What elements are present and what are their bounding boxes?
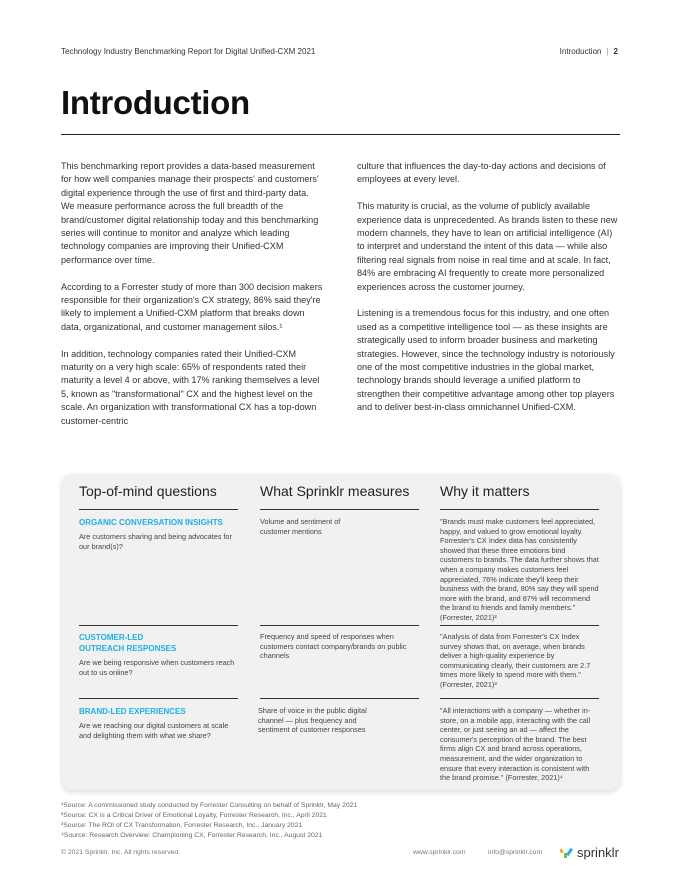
sprinklr-logo [560,845,619,860]
email-link[interactable]: info@sprinklr.com [488,849,543,856]
footnote: ⁴Source: Research Overview: Championing CX, Forrester Research, Inc., August 2021 [61,832,323,839]
separator: | [606,47,609,56]
title-divider [61,134,620,135]
paragraph: This benchmarking report provides a data-based measurement for how well companies manage their prospects' and customers' digital experience through the use of first and third-party data. We measure performance across the full breadth of the brand/customer digital relationship today and this benchmarking series will continue to monitor and analyze which leading technology companies are improving their Unified-CXM performance over time. [61,161,319,265]
paragraph: This maturity is crucial, as the volume of publicly available experience data is unprecedented. As brands listen to these new modern channels, they have to lean on artificial intelligence (AI) to interpret and understand the intent of this data — while also filtering real signals from noise in real time and at scale. In fact, 84% are embracing AI frequently to create more personalized experiences across the customer journey. [357,201,618,292]
why-text: "Analysis of data from Forrester's CX Index survey shows that, on average, when brands deliver a high-quality experience by communicating clearly, their customers are 2.7 times more likely to spend more with them." (Forrester, 2021)³ [440,632,591,689]
question-text: Are we being responsive when customers reach out to us online? [79,658,235,677]
table-header-why: Why it matters [440,483,530,499]
report-title: Technology Industry Benchmarking Report for Digital Unified-CXM 2021 [61,47,316,56]
why-text: "All interactions with a company — whether in-store, on a mobile app, interacting with the call center, or just seeing an ad — affect the consumer's perception of the brand. The best firms align CX and brand across operations, measurement, and the wider organization to ensure that every interaction is consistent with the brand promise." (Forrester, 2021)⁴ [440,706,591,783]
page-number: 2 [613,47,618,56]
footnote: ³Source: The ROI of CX Transformation, Forrester Research, Inc., January 2021 [61,822,303,829]
divider [440,698,599,699]
measure-text: Volume and sentiment of customer mentions [260,517,341,536]
table-row-question [79,706,229,740]
page-indicator [560,47,618,56]
section-name: Introduction [559,47,602,56]
divider [260,698,419,699]
table-row-question [79,632,239,677]
paragraph: In addition, technology companies rated their Unified-CXM maturity on a very high scale: 65% of respondents rated their maturity a level 4 or above, with 17% ranking themselves a level 5, known as "transformational" CX and the highest level on the scale. An organization with transformational CX has a top-down customer-centric [61,348,320,426]
measure-text: Share of voice in the public digital channel — plus frequency and sentiment of customer responses [258,706,367,735]
why-text: "Brands must make customers feel appreciated, happy, and valued to grow emotional loyalty. Forrester's CX Index data has consistently showed that these three emotions bind customers to brands. The data further shows that when a company makes customers feel appreciated, 76% indicate they'll keep their business with the brand, 80% say they will spend more with the brand, and 87% will recommend the brand to friends and family members." (Forrester, 2021)² [440,517,599,622]
table-header-measures: What Sprinklr measures [260,483,410,499]
category-label: CUSTOMER-LED OUTREACH RESPONSES [79,633,177,653]
footnotes [61,801,357,841]
body-column-1 [61,160,323,441]
logo-text: sprinklr [577,845,619,860]
divider [260,625,419,626]
table-row-question [79,517,239,551]
divider [440,625,599,626]
measure-text: Frequency and speed of responses when customers contact company/brands on public channels [260,632,407,661]
paragraph: According to a Forrester study of more than 300 decision makers responsible for their organization's CX strategy, 86% said they're likely to implement a Unified-CXM platform that breaks down data, organizational, and customer management silos.¹ [61,281,323,332]
category-label: BRAND-LED EXPERIENCES [79,707,186,716]
paragraph: culture that influences the day-to-day actions and decisions of employees at every level. [357,161,606,185]
footnote: ²Source: CX is a Critical Driver of Emotional Loyalty, Forrester Research, Inc., April 2021 [61,812,327,819]
divider [260,509,419,510]
page-title: Introduction [61,84,250,121]
divider [79,509,238,510]
question-text: Are we reaching our digital customers at scale and delighting them with what we share? [79,721,229,740]
copyright: © 2021 Sprinklr, Inc. All rights reserved. [61,849,181,856]
divider [79,698,238,699]
table-header-questions: Top-of-mind questions [79,483,217,499]
sprinklr-logo-icon [560,847,574,859]
question-text: Are customers sharing and being advocates for our brand(s)? [79,532,232,551]
divider [79,625,238,626]
category-label: ORGANIC CONVERSATION INSIGHTS [79,518,223,527]
footnote: ¹Source: A commissioned study conducted by Forrester Consulting on behalf of Sprinklr, May 2021 [61,802,358,809]
divider [440,509,599,510]
body-column-2 [357,160,619,428]
paragraph: Listening is a tremendous focus for this industry, and one often used as a competitive intelligence tool — as these insights are strategically used to inform broader business and marketing strategies. However, since the technology industry is notoriously one of the most competitive industries in the global market, technology brands should leverage a unified platform to strengthen their competitive advantage among other top players and to deliver best-in-class omnichannel Unified-CXM. [357,308,615,413]
website-link[interactable]: www.sprinklr.com [413,849,466,856]
